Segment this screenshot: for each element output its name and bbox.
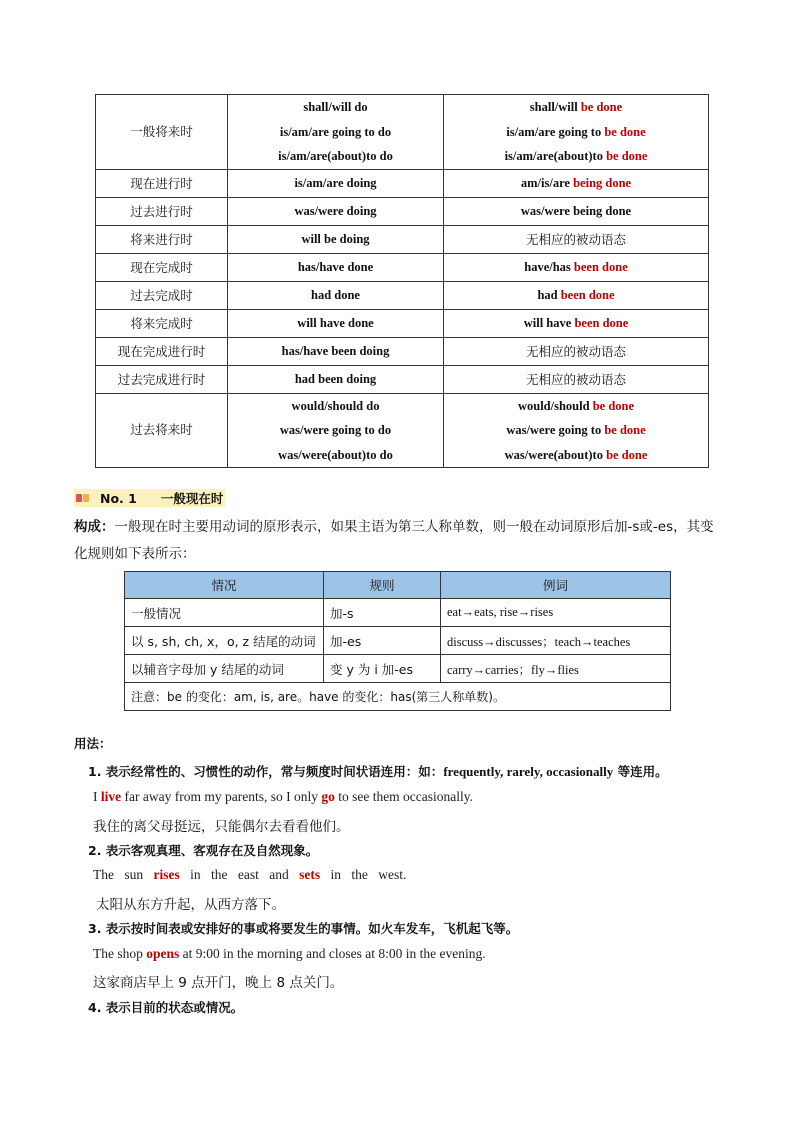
tense-name: 过去完成进行时 (96, 365, 228, 393)
passive-form: am/is/are being done (444, 169, 709, 197)
table-row (96, 253, 709, 281)
tense-name: 将来完成时 (96, 309, 228, 337)
passive-form: have/has been done (444, 253, 709, 281)
active-form: will have done (228, 309, 444, 337)
tense-name: 过去将来时 (96, 393, 228, 468)
example-sentence: The shop opens at 9:00 in the morning and closes at 8:00 in the evening. (93, 946, 486, 961)
column-header: 情况 (125, 572, 324, 599)
passive-form: will have been done (444, 309, 709, 337)
active-form: is/am/are doing (228, 169, 444, 197)
active-form: shall/will do is/am/are going to do is/am/are(about)to do (228, 95, 444, 170)
usage-point-1: 1. 表示经常性的、习惯性的动作，常与频度时间状语连用：如：frequently, rarely, occasionally 等连用。 (88, 764, 668, 779)
table-row (96, 95, 709, 170)
passive-form: 无相应的被动语态 (444, 337, 709, 365)
example-cell: eat→eats, rise→rises (441, 599, 671, 627)
tense-name: 过去完成时 (96, 281, 228, 309)
section-heading (74, 489, 225, 507)
note-cell: 注意：be 的变化：am, is, are。have 的变化：has(第三人称单数)。 (125, 683, 671, 711)
case-cell: 以 s, sh, ch, x，o, z 结尾的动词 (125, 627, 324, 655)
rule-cell: 加-es (324, 627, 441, 655)
active-form: has/have been doing (228, 337, 444, 365)
tense-name: 将来进行时 (96, 225, 228, 253)
rule-cell: 变 y 为 i 加-es (324, 655, 441, 683)
example-cell: carry→carries；fly→flies (441, 655, 671, 683)
case-cell: 以辅音字母加 y 结尾的动词 (125, 655, 324, 683)
rule-cell: 加-s (324, 599, 441, 627)
table-row (96, 309, 709, 337)
example-cell: discuss→discusses；teach→teaches (441, 627, 671, 655)
intro-label: 构成： (74, 519, 115, 535)
section-title: 一般现在时 (160, 491, 224, 506)
passive-form: was/were being done (444, 197, 709, 225)
usage-point-4: 4. 表示目前的状态或情况。 (88, 1000, 244, 1015)
table-row (96, 337, 709, 365)
tense-name: 过去进行时 (96, 197, 228, 225)
table-row (125, 627, 671, 655)
case-cell: 一般情况 (125, 599, 324, 627)
active-form: has/have done (228, 253, 444, 281)
passive-form: shall/will be done is/am/are going to be done is/am/are(about)to be done (444, 95, 709, 170)
tense-name: 一般将来时 (96, 95, 228, 170)
intro-paragraph (74, 514, 726, 568)
example-translation: 我住的离父母挺远，只能偶尔去看看他们。 (93, 819, 350, 835)
tense-name: 现在进行时 (96, 169, 228, 197)
section-number: No. 1 (100, 490, 137, 506)
active-form: had been doing (228, 365, 444, 393)
table-row (96, 365, 709, 393)
tense-name: 现在完成时 (96, 253, 228, 281)
usage-title: 用法： (74, 736, 112, 751)
active-form: will be doing (228, 225, 444, 253)
table-row (96, 197, 709, 225)
example-sentence: I live far away from my parents, so I only go to see them occasionally. (93, 789, 474, 804)
example-translation: 太阳从东方升起，从西方落下。 (96, 897, 285, 913)
column-header: 规则 (324, 572, 441, 599)
usage-point-2: 2. 表示客观真理、客观存在及自然现象。 (88, 843, 319, 858)
column-header: 例词 (441, 572, 671, 599)
passive-form: 无相应的被动语态 (444, 365, 709, 393)
table-row (125, 683, 671, 711)
example-translation: 这家商店早上 9 点开门，晚上 8 点关门。 (93, 975, 344, 991)
active-form: would/should do was/were going to do was/were(about)to do (228, 393, 444, 468)
usage-point-3: 3. 表示按时间表或安排好的事或将要发生的事情。如火车发车，飞机起飞等。 (88, 921, 519, 936)
book-icon (76, 492, 90, 504)
table-row (96, 225, 709, 253)
tense-name: 现在完成进行时 (96, 337, 228, 365)
example-sentence: The sun rises in the east and sets in the west. (93, 867, 407, 882)
passive-form: 无相应的被动语态 (444, 225, 709, 253)
table-row (96, 169, 709, 197)
passive-form: would/should be done was/were going to be done was/were(about)to be done (444, 393, 709, 468)
table-row (125, 599, 671, 627)
passive-form: had been done (444, 281, 709, 309)
tense-voice-table (95, 94, 709, 468)
active-form: had done (228, 281, 444, 309)
conjugation-rule-table (124, 571, 671, 711)
active-form: was/were doing (228, 197, 444, 225)
table-header-row (125, 572, 671, 599)
intro-text: 一般现在时主要用动词的原形表示，如果主语为第三人称单数，则一般在动词原形后加-s或-es，其变化规则如下表所示： (74, 519, 714, 562)
table-row (96, 393, 709, 468)
table-row (96, 281, 709, 309)
table-row (125, 655, 671, 683)
